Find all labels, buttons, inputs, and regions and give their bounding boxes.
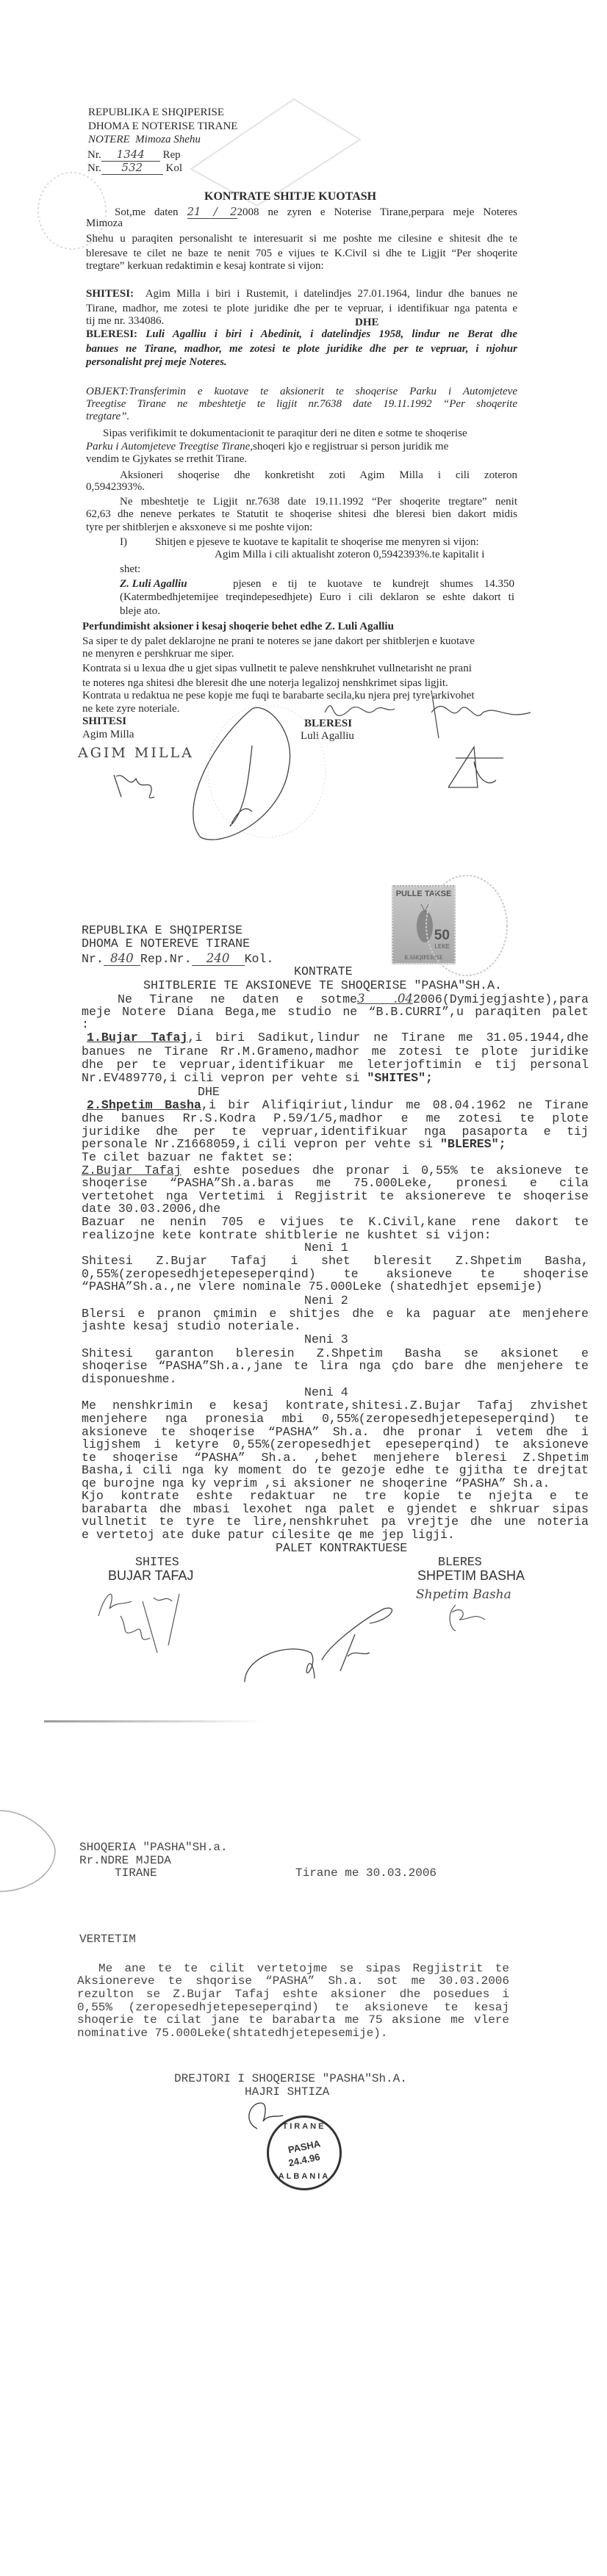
intro-line: Shehu u paraqiten personalisht te interesuarit si me poshte me cilesine e shitesit dhe te	[86, 233, 517, 245]
nr-label: Nr.	[82, 952, 104, 966]
intro-line: tregtare” kerkuan redaktimin e kesaj kontrate si vijon:	[86, 260, 324, 272]
director-name: HAJRI SHTIZA	[245, 2085, 330, 2099]
party2-line: dhe banues Rr.S.Kodra P.59/1/5,madhor e me zotesi te plote	[82, 1111, 589, 1125]
tax-stamp-currency: LEKE	[434, 943, 450, 950]
buyer-line: personalisht prej meje Noteres.	[86, 356, 227, 368]
item-line: (Katermbedhjetemijee treqindepesedhjete) Euro i cili deklaron se eshte dakort ti	[120, 591, 514, 603]
item-line: bleje ato.	[120, 605, 160, 617]
company-name: Parku i Automjeteve Treegtise Tirane	[86, 441, 251, 452]
buyer-line: banues ne Tirane, madhor, me zotesi te plote juridike dhe per te vepruar, i njohur	[86, 343, 517, 355]
contract-title: KONTRATE SHITJE KUOTASH	[204, 190, 377, 203]
article-title: Neni 2	[304, 1294, 348, 1307]
buyer-text: Luli Agalliu i biri i Abedinit, i datelindjes 1958, lindur ne Berat dhe	[146, 328, 518, 340]
tax-stamp-country: R.SHQIPERISE	[404, 954, 443, 961]
party2-name: 2.Shpetim Basha	[87, 1098, 201, 1112]
seller-line: Tirane, madhor, me zotesi te plote juridike dhe per te vepruar, i identifikuar nga patenta e	[86, 303, 517, 314]
kol-label: Kol.	[244, 952, 274, 966]
party1-line: banues ne Tirane Rr.M.Grameno,madhor me zotesi te plote juridike	[82, 1045, 589, 1058]
header-line: DHOMA E NOTEREVE TIRANE	[82, 937, 251, 950]
closing-line: te noteres nga shitesi dhe bleresit dhe une noterja legalizoj nenshkrimet sipas ligjit.	[82, 677, 448, 689]
tax-stamp-value: 50	[434, 928, 450, 943]
party1-line: dhe per te vepruar,identifikuar me leterjoftimin e tij personal	[82, 1058, 589, 1072]
party2-text: personale Nr.Z1668059,i cili vepron per vehte si	[82, 1137, 440, 1151]
party1-role: "SHITES";	[367, 1071, 433, 1085]
party1-name: 1.Bujar Tafaj	[87, 1031, 188, 1045]
basis-line: Ne mbeshtetje te Ligjit nr.7638 date 19.11.1992 “Per shoqerite tregtare” nenit	[120, 496, 517, 508]
rep-number-handwritten: 840	[104, 952, 140, 966]
facts-name: Z.Bujar Tafaj	[82, 1163, 182, 1177]
buyer-signature-icon	[321, 679, 534, 742]
buyer-line	[86, 328, 517, 341]
article-line: qe burojne nga ky veprim ,si aksioner ne shoqerine “PASHA” Sh.a.	[82, 1476, 550, 1490]
intro-line: meje Notere Diana Bega,me studio ne “B.B.CURRI”,u paraqiten palet	[82, 1005, 589, 1019]
intro-date-handwritten: 21 / 2	[187, 205, 237, 218]
buyer-signature-label: BLERESI	[304, 718, 353, 729]
seller-line	[86, 287, 517, 300]
notary-signature-icon	[179, 701, 326, 848]
intro-line	[115, 205, 517, 219]
company-city: TIRANE	[115, 1866, 157, 1880]
seller-signature-label: SHITES	[135, 1555, 179, 1569]
seller-handwritten-name: AGIM MILLA	[78, 745, 194, 761]
seller-label: SHITESI:	[86, 288, 134, 300]
closing-line: Kontrata u redaktua ne pese kopje me fuqi te barabarte secila,ku njera prej tyre arkivohet	[82, 690, 475, 701]
intro-prefix: Sot,me daten	[115, 206, 179, 218]
article-title: Neni 1	[304, 1241, 348, 1255]
item-line: Agim Milla i cili aktualisht zoteron 0,5942393%.te kapitalit i	[215, 549, 485, 560]
certificate-line: 0,55% (zeropesedhjetepeseperqind) te aksioneve te kesaj	[77, 2001, 509, 2014]
article-line: vullnetit te tyre te lire,nenshkruhet pa vrejtje dhe une noteria	[82, 1515, 589, 1529]
kol-label: Kol	[165, 162, 182, 174]
party2-line: juridike dhe per te vepruar,identifikuar nga pasaporta e tij	[82, 1125, 589, 1139]
article-line: disponueshme.	[82, 1372, 177, 1386]
item-line: pjesen e tij te kuotave te kundrejt shumes 14.350	[233, 578, 514, 590]
notary-signature-icon	[245, 1605, 406, 1686]
rep-label: Rep	[162, 149, 181, 161]
seal-company: PASHA	[287, 2137, 322, 2156]
item-number: I)	[120, 536, 127, 548]
article-line: “PASHA”Sh.a.,ne vlere nominale 75.000Leke (shatedhjet epsemije)	[82, 1280, 543, 1294]
verification-line	[86, 440, 448, 453]
basis-line: 62,63 dhe neneve perkates te Statutit te shoqerise shitesi dhe bleresi bien dakort midis	[86, 508, 517, 520]
seal-date: 24.4.96	[287, 2151, 321, 2169]
faint-round-seal-icon	[0, 1807, 59, 1895]
rep-label: Rep.Nr.	[140, 952, 192, 966]
buyer-label: BLERESI:	[86, 328, 138, 340]
notary-label: NOTERE	[88, 134, 130, 145]
item-buyer: Z. Luli Agalliu	[120, 578, 187, 590]
nr-label: Nr.	[87, 162, 101, 174]
parties-title: PALET KONTRAKTUESE	[276, 1541, 408, 1555]
header-line: DHOMA E NOTERISE TIRANE	[88, 120, 238, 132]
article-line: Shitesi Z.Bujar Tafaj i shet bleresit Z.Shpetim Basha,	[82, 1254, 589, 1268]
buyer-handwritten-name: Shpetim Basha	[416, 1587, 511, 1602]
buyer-initials-signature-icon	[445, 743, 507, 791]
rep-number-handwritten: 1344	[101, 148, 160, 162]
facts-line: date 30.03.2006,dhe	[82, 1202, 221, 1216]
buyer-signature-icon	[441, 1601, 492, 1634]
article-title: Neni 3	[304, 1332, 348, 1346]
item-line: Shitjen e pjeseve te kuotave te kapitalit te shoqerise me menyren si vijon:	[155, 536, 479, 548]
header-line: REPUBLIKA E SHQIPERISE	[88, 107, 225, 118]
facts-line: shoqerise “PASHA”Sh.a.baras me 75.000Leke, pronesi e cila	[82, 1176, 589, 1190]
certificate-line: Me ane te te cilit vertetojme se sipas Regjistrit te	[98, 1962, 509, 1975]
party2-text: ,i bir Alifiqiriut,lindur me 08.04.1962 ne Tirane	[201, 1098, 589, 1112]
facts-line: Bazuar ne nenin 705 e vijues te K.Civil,kane rene dakort te	[82, 1215, 589, 1229]
verification-line: vendim te Gjykates se rrethit Tirane.	[86, 453, 248, 465]
article-line: Me nenshkrimin e kesaj kontrate,shitesi.Z.Bujar Tafaj zhvishet	[82, 1399, 589, 1413]
article-title: Neni 4	[304, 1385, 348, 1399]
article-line: Kjo kontrate eshte redaktuar ne tre kopie te njejta e te	[82, 1489, 589, 1503]
article-line: Basha,i cili nga ky moment do te gezoje edhe te gjitha te drejtat	[82, 1463, 589, 1477]
buyer-signature-name: Luli Agalliu	[301, 730, 354, 742]
basis-line: tyre per shitblerjen e aksxoneve si me poshte vijon:	[86, 522, 313, 533]
party2-role: "BLERES";	[439, 1137, 506, 1151]
kol-number-handwritten: 532	[101, 161, 163, 175]
verification-text: ,shoqeri kjo e regjistruar si person juridik me	[250, 441, 449, 452]
tax-stamp-title: PULLE TAKSE	[395, 890, 452, 898]
party2-line	[82, 1138, 506, 1151]
article-line: e vertetoj ate duke patur cilesite qe me jep ligji.	[82, 1528, 455, 1542]
certificate-line: nominative 75.000Leke(shtatedhjetepesemije).	[77, 2027, 388, 2040]
article-line: jashte kesaj studio noteriale.	[82, 1319, 301, 1333]
facts-line: vertetohet nga Vertetimi i Regjistrit te aksionereve te shoqerise	[82, 1189, 589, 1203]
page-edge-shadow	[44, 1720, 265, 1722]
seller-text: Agim Milla i biri i Rustemit, i datelindjes 27.01.1964, lindur dhe banues ne	[145, 288, 517, 300]
contract-title: KONTRATE	[294, 964, 353, 978]
article-line: 0,55%(zeropesedhjetepeseperqind) te aksioneve te shoqerise	[82, 1267, 589, 1281]
article-line: Shitesi garanton bleresin Z.Shpetim Basha se aksionet e	[82, 1346, 589, 1360]
facts-intro: Te cilet bazuar ne faktet se:	[82, 1150, 294, 1164]
intro-line: bleresave te cilet ne baze te nenit 705 e vijues te K.Civil si dhe te Ligjit “Per shoqerite	[86, 248, 517, 259]
intro-line: :	[82, 1017, 89, 1031]
article-line: aksioneve te shoqerise “PASHA” Sh.a. dhe pronar i vetem dhe i	[82, 1425, 589, 1439]
and-separator: DHE	[198, 1085, 220, 1099]
nr-label: Nr.	[87, 149, 101, 161]
and-separator: DHE	[355, 317, 379, 328]
verification-line: Sipas verifikimit te dokumentacionit te paraqitur deri ne diten e sotme te shoqerise	[103, 427, 467, 439]
seller-signature-label: SHITESI	[82, 715, 127, 727]
facts-line: realizojne kete kontrate shitblerie ne kushtet si vijon:	[82, 1228, 492, 1242]
notary-name: Mimoza Shehu	[135, 134, 201, 145]
notary-line	[88, 133, 201, 146]
party1-line	[82, 1072, 433, 1085]
seller-signature-name: Agim Milla	[82, 729, 134, 740]
intro-rest: 2008 ne zyren e Noterise Tirane,perpara meje Noteres	[237, 206, 518, 218]
buyer-signature-name: SHPETIM BASHA	[417, 1568, 525, 1583]
seller-signature-name: BUJAR TAFAJ	[108, 1568, 194, 1583]
company-address: Rr.NDRE MJEDA	[79, 1854, 171, 1867]
party1-text: ,i biri Sadikut,lindur ne Tirane me 31.05.1944,dhe	[187, 1031, 589, 1045]
contract-subtitle: SHITBLERIE TE AKSIONEVE TE SHOQERISE "PASHA"SH.A.	[143, 978, 502, 992]
certificate-line: rezulton se Z.Bujar Tafaj eshte aksioner dhe posedues i	[77, 1988, 509, 2001]
closing-line: Sa siper te dy palet deklarojne ne prani te noteres se jane dakort per shitblerjen e kuotave	[82, 635, 475, 647]
article-line: te shoqerise “PASHA” Sh.a. ,behet menjehere bleresi Z.Shpetim	[82, 1451, 589, 1465]
intro-rest: 2006(Dymijegjashte),para	[413, 992, 589, 1006]
intro-date-handwritten: 3 .04	[357, 992, 413, 1006]
shareholder-line: 0,5942393%.	[86, 481, 145, 493]
buyer-signature-label: BLERES	[438, 1555, 482, 1569]
article-line: Blersi e pranon çmimin e shitjes dhe e ka paguar ate menjehere	[82, 1307, 589, 1321]
article-line: ligjshem i ketyre 0,55%(zeropesedhjet epeseperqind) te aksioneve	[82, 1437, 589, 1451]
object-line: tregtare”.	[86, 411, 130, 422]
closing-line: Kontrata si u lexua dhe u gjet sipas vullnetit te paleve nenshkruhet vullnetarisht ne prani	[82, 663, 472, 674]
object-line: OBJEKT:Transferimin e kuotave te aksionerit te shoqerise Parku i Automjeteve	[86, 386, 517, 397]
seller-signature-icon	[110, 768, 169, 804]
closing-line: ne kete zyre noteriale.	[82, 703, 180, 715]
place-date: Tirane me 30.03.2006	[295, 1866, 437, 1880]
seller-signature-icon	[91, 1587, 209, 1660]
kol-number	[87, 161, 182, 175]
seal-bottom-text: ALBANIA	[278, 2172, 331, 2181]
closing-line: ne menyren e pershkruar me siper.	[82, 648, 234, 660]
item-line: shet:	[120, 563, 141, 575]
conclusion: Perfundimisht aksioner i kesaj shoqerie behet edhe Z. Luli Agalliu	[82, 621, 394, 632]
certificate-line: Aksionereve te shqorise “PASHA” Sh.a. sot me 30.03.2006	[77, 1974, 509, 1988]
company-name: SHOQERIA "PASHA"SH.a.	[79, 1841, 228, 1854]
article-line: barabarta dhe mbasi lexohet nga palet e gjendet e shkruar sipas	[82, 1502, 589, 1516]
facts-text: eshte posedues dhe pronar i 0,55% te aksioneve te	[181, 1163, 589, 1177]
party1-line	[87, 1031, 589, 1045]
party1-text: Nr.EV489770,i cili vepron per vehte si	[82, 1071, 367, 1085]
article-line: menjehere nga pronesia mbi 0,55%(zeropesedhjetepeseperqind) te	[82, 1412, 589, 1426]
seal-top-text: TIRANE	[282, 2122, 326, 2131]
certificate-title: VERTETIM	[79, 1933, 136, 1946]
director-title: DREJTORI I SHOQERISE "PASHA"Sh.A.	[174, 2072, 407, 2085]
party2-line	[87, 1099, 589, 1112]
seller-line: tij me nr. 334086.	[86, 315, 165, 327]
intro-prefix: Ne Tirane ne daten e sotme	[118, 992, 357, 1006]
shareholder-line: Aksioneri shoqerise dhe konkretisht zoti Agim Milla i cili zoteron	[120, 469, 517, 481]
certificate-line: shoqerie te cilat jane te barabarta me 75 aksione me vlere	[77, 2013, 509, 2027]
faint-round-seal-icon	[423, 874, 511, 984]
reg-number	[82, 952, 273, 966]
intro-line: Mimoza	[86, 217, 123, 229]
rep-number	[87, 148, 181, 162]
company-seal	[267, 2115, 342, 2190]
object-line: Treegtise Tirane ne mbeshtetje te ligjit nr.7638 date 19.11.1992 “Per shoqerite	[86, 398, 517, 410]
header-line: REPUBLIKA E SHQIPERISE	[82, 923, 243, 937]
article-line: shoqerise “PASHA”Sh.a.,jane te lira nga çdo bare dhe menjehere te	[82, 1359, 589, 1373]
kol-number-handwritten: 240	[192, 952, 245, 966]
